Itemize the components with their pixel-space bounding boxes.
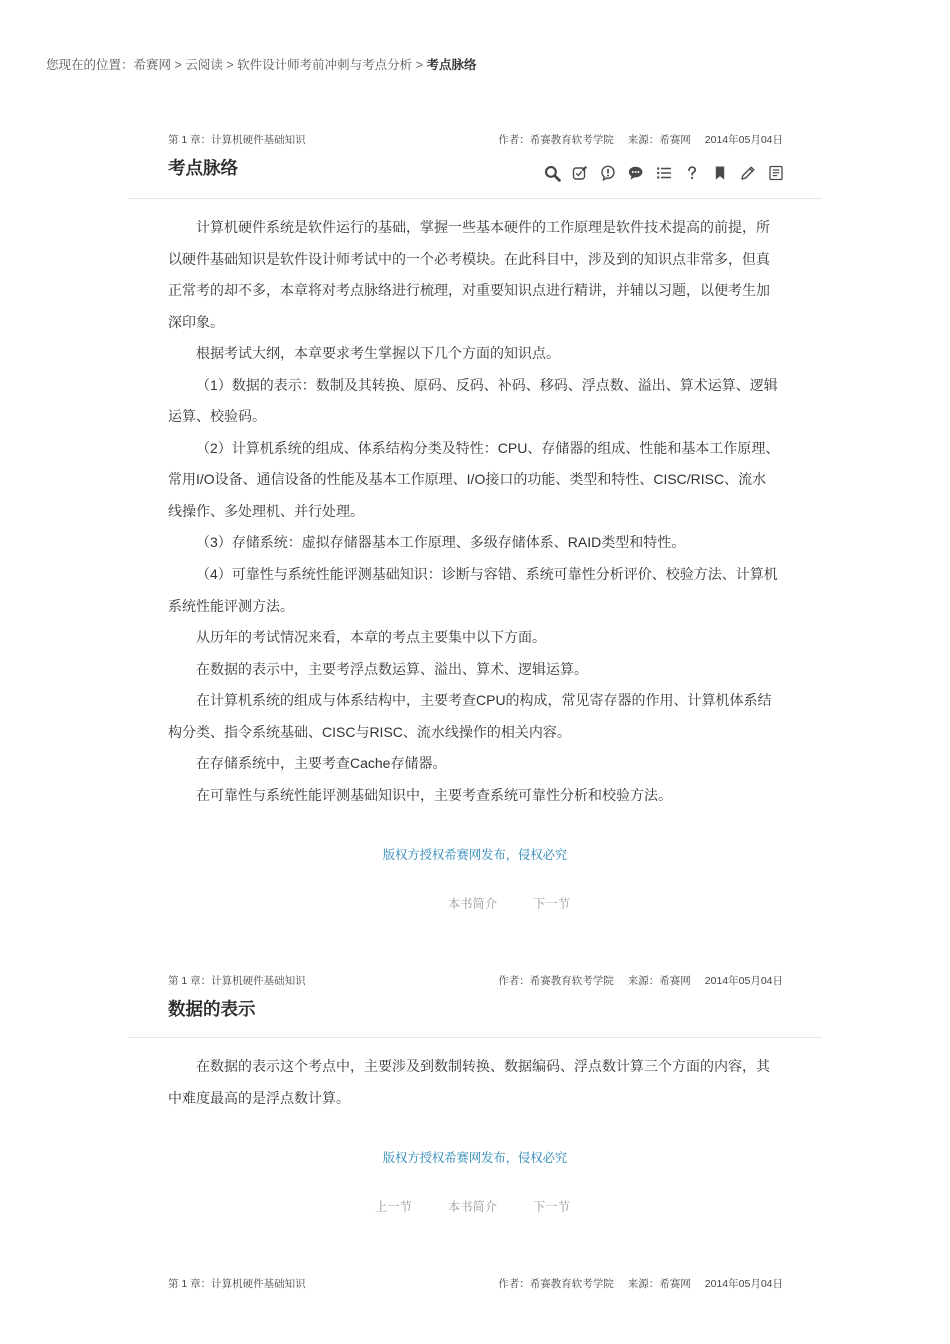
- section-header: [128, 154, 822, 199]
- author-label: 作者：希赛教育软考学院: [498, 1278, 614, 1291]
- breadcrumb-link-book[interactable]: 软件设计师考前冲刺与考点分析: [237, 58, 413, 72]
- paragraph-line: 从历年的考试情况来看，本章的考点主要集中以下方面。: [196, 629, 546, 646]
- book-intro-link[interactable]: 本书简介: [447, 1200, 498, 1215]
- section-meta: [128, 1274, 822, 1294]
- breadcrumb-prefix: 您现在的位置：: [46, 58, 134, 72]
- author-label: 作者：希赛教育软考学院: [498, 134, 614, 146]
- report-button[interactable]: [594, 159, 622, 187]
- paragraph-line: 运算、校验码。: [168, 408, 266, 425]
- paragraph-line: （2）计算机系统的组成、体系结构分类及特性：CPU、存储器的组成、性能和基本工作原理、: [196, 439, 780, 456]
- pencil-icon[interactable]: [740, 165, 756, 181]
- paragraph: [168, 370, 783, 433]
- paragraph: [168, 622, 783, 654]
- search-button[interactable]: [538, 159, 566, 187]
- meta-info: [498, 1274, 783, 1294]
- section-kaodian-mailuo: [128, 130, 822, 914]
- paragraph-line: （4）可靠性与系统性能评测基础知识：诊断与容错、系统可靠性分析评价、校验方法、计算机: [196, 566, 778, 583]
- notes-icon[interactable]: [768, 165, 784, 181]
- comment-button[interactable]: [622, 159, 650, 187]
- source-label: 来源：希赛网: [627, 975, 691, 988]
- paragraph: [168, 780, 783, 812]
- breadcrumb-link-cloud-read[interactable]: 云阅读: [185, 58, 223, 72]
- paragraph-line: 在存储系统中，主要考查Cache存储器。: [196, 755, 447, 772]
- copyright-notice: 版权方授权希赛网发布，侵权必究: [382, 1151, 568, 1166]
- paragraph-line: 系统性能评测方法。: [168, 597, 294, 614]
- catalog-button[interactable]: [650, 159, 678, 187]
- breadcrumb-link-home[interactable]: 希赛网: [133, 58, 172, 72]
- paragraph: [168, 748, 783, 780]
- section-meta: [128, 130, 822, 150]
- paragraph-line: 构分类、指令系统基础、CISC与RISC、流水线操作的相关内容。: [168, 723, 571, 740]
- paragraph-line: 线操作、多处理机、并行处理。: [168, 502, 364, 519]
- paragraph: [168, 559, 783, 622]
- breadcrumb-current: 考点脉络: [426, 58, 477, 72]
- search-icon[interactable]: [544, 165, 561, 182]
- section-next: [128, 1274, 822, 1294]
- section-title: 考点脉络: [168, 158, 238, 178]
- edit-icon[interactable]: [572, 165, 588, 181]
- section-nav: [354, 894, 591, 914]
- paragraph-line: 在计算机系统的组成与体系结构中，主要考查CPU的构成，常见寄存器的作用、计算机体系结: [196, 692, 772, 709]
- help-button[interactable]: [678, 159, 706, 187]
- paragraph-line: 深印象。: [168, 313, 224, 330]
- nav-spacer: [354, 894, 433, 914]
- paragraph: [168, 433, 783, 528]
- paragraph-line: 在数据的表示这个考点中，主要涉及到数制转换、数据编码、浮点数计算三个方面的内容，其: [196, 1058, 770, 1075]
- annotate-button[interactable]: [734, 159, 762, 187]
- breadcrumb: [46, 55, 477, 75]
- paragraph-line: 在可靠性与系统性能评测基础知识中，主要考查系统可靠性分析和校验方法。: [196, 786, 672, 803]
- section-shuju-de-biaoshi: [128, 971, 822, 1217]
- source-label: 来源：希赛网: [627, 134, 691, 146]
- bookmark-icon[interactable]: [712, 165, 728, 181]
- source-label: 来源：希赛网: [627, 1278, 691, 1291]
- help-icon[interactable]: [684, 165, 700, 181]
- breadcrumb-separator: >: [415, 58, 423, 72]
- date-label: 2014年05月04日: [704, 1278, 783, 1291]
- paragraph-line: （1）数据的表示：数制及其转换、原码、反码、补码、移码、浮点数、溢出、算术运算、逻辑: [196, 376, 778, 393]
- date-label: 2014年05月04日: [704, 975, 783, 988]
- notes-button[interactable]: [762, 159, 790, 187]
- prev-section-link[interactable]: 上一节: [375, 1200, 412, 1215]
- date-label: 2014年05月04日: [704, 134, 783, 146]
- paragraph-line: 正常考的却不多，本章将对考点脉络进行梳理，对重要知识点进行精讲，并辅以习题，以便考生加: [168, 282, 770, 299]
- paragraph: [168, 527, 783, 559]
- paragraph-line: 中难度最高的是浮点数计算。: [168, 1089, 350, 1106]
- edit-button[interactable]: [566, 159, 594, 187]
- author-label: 作者：希赛教育软考学院: [498, 975, 614, 988]
- sections: [128, 130, 822, 1294]
- meta-info: [498, 971, 783, 991]
- section-header: [128, 995, 822, 1038]
- section-title: 数据的表示: [168, 999, 256, 1020]
- list-icon[interactable]: [656, 165, 672, 181]
- copyright-notice: 版权方授权希赛网发布，侵权必究: [382, 848, 568, 863]
- paragraph-line: 常用I/O设备、通信设备的性能及基本工作原理、I/O接口的功能、类型和特性、CISC/RISC、流水: [168, 471, 767, 488]
- meta-info: [498, 130, 783, 150]
- paragraph-line: 根据考试大纲，本章要求考生掌握以下几个方面的知识点。: [196, 345, 560, 362]
- bookmark-button[interactable]: [706, 159, 734, 187]
- comment-icon[interactable]: [628, 165, 644, 181]
- paragraph-line: （3）存储系统：虚拟存储器基本工作原理、多级存储体系、RAID类型和特性。: [196, 534, 686, 551]
- reading-toolbar: [538, 159, 790, 187]
- paragraph-line: 以硬件基础知识是软件设计师考试中的一个必考模块。在此科目中，涉及到的知识点非常多，但真: [168, 250, 770, 267]
- section-content: [128, 1038, 822, 1114]
- chapter-label: 第 1 章：计算机硬件基础知识: [168, 975, 306, 988]
- report-icon[interactable]: [600, 165, 616, 181]
- paragraph-line: 在数据的表示中，主要考浮点数运算、溢出、算术、逻辑运算。: [196, 660, 588, 677]
- breadcrumb-separator: >: [174, 58, 182, 72]
- paragraph: [168, 212, 783, 338]
- next-section-link[interactable]: 下一节: [533, 897, 570, 912]
- next-section-link[interactable]: 下一节: [533, 1200, 570, 1215]
- breadcrumb-separator: >: [226, 58, 234, 72]
- chapter-label: 第 1 章：计算机硬件基础知识: [168, 134, 306, 146]
- paragraph-line: 计算机硬件系统是软件运行的基础，掌握一些基本硬件的工作原理是软件技术提高的前提，所: [196, 219, 770, 235]
- paragraph: [168, 685, 783, 748]
- paragraph: [168, 338, 783, 370]
- paragraph: [168, 654, 783, 686]
- book-intro-link[interactable]: 本书简介: [447, 897, 498, 912]
- chapter-label: 第 1 章：计算机硬件基础知识: [168, 1278, 306, 1291]
- paragraph: [168, 1051, 783, 1114]
- section-nav: [354, 1197, 591, 1217]
- section-meta: [128, 971, 822, 991]
- section-content: [128, 199, 822, 811]
